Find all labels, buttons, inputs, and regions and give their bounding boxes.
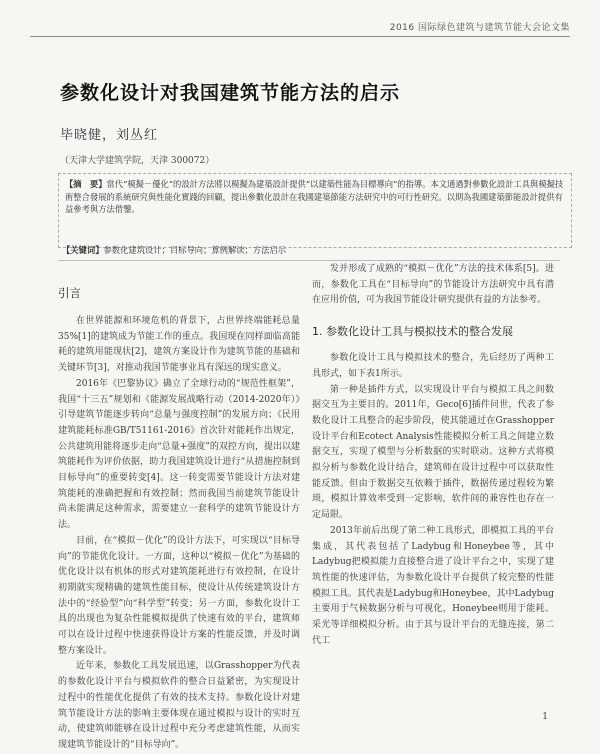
keywords bbox=[62, 244, 552, 256]
paragraph: 近年来，参数化工具发展迅速，以Grasshopper为代表的参数化设计平台与模拟软件的整合日益紧密，为实现设计过程中的性能优化提供了有效的技术支持。参数化设计对建筑节能设计方法的影响主要体现在通过模拟与设计的实时互动，使建筑师能够在设计过程中充分考虑建筑性能，从而实现建筑节能设计的“目标导向”。 bbox=[58, 661, 300, 750]
right-column bbox=[312, 262, 554, 649]
authors: 毕晓健，刘丛红 bbox=[60, 128, 159, 143]
keywords-label: 【关键词】 bbox=[62, 245, 104, 255]
paragraph: 发并形成了成熟的“模拟－优化”方法的技术体系[5]。进而，参数化工具在“目标导向”的节能设计方法研究中具有潜在应用价值，可为我国节能设计研究提供有益的方法参考。 bbox=[312, 264, 554, 306]
paragraph: 2013年前后出现了第二种工具形式，即模拟工具的平台集成，其代表包括了Ladybug和Honeybee等，其中Ladybug把模拟能力直接整合进了设计平台之中，实现了建筑性能的快速评估，为参数化设计平台提供了较完整的性能模拟工具。其代表是Ladybug和Honeybee，其中Ladybug主要用于气候数据分析与可视化，Honeybee则用于能耗、采光等详细模拟分析。由于其与设计平台的无缝连接，第二代工 bbox=[312, 525, 554, 646]
affiliation: （天津大学建筑学院，天津 300072） bbox=[60, 156, 215, 166]
separator-rule bbox=[58, 260, 560, 261]
paragraph: 第一种是插件方式，以实现设计平台与模拟工具之间数据交互为主要目的。2011年，Geco[6]插件问世，代表了参数化设计工具整合的起步阶段，使其能通过在Grasshopper设计平台和Ecotect Analysis性能模拟分析工具之间建立数据交互，实现了模型与分析数据的实时联动。这种方式将模拟分析与参数化设计结合，建筑师在设计过程中可以获取性能反馈。但由于数据交互依赖于插件，数据传递过程较为繁琐，模拟计算效率受到一定影响，软件间的兼容性也存在一定局限。 bbox=[312, 384, 554, 521]
page-number: 1 bbox=[542, 712, 548, 722]
keywords-text: 参数化建筑设计；目标导向；算例解读；方法启示 bbox=[103, 245, 287, 255]
section-heading-intro: 引言 bbox=[58, 286, 81, 300]
abstract-label: 【摘 要】 bbox=[65, 179, 107, 189]
left-column bbox=[58, 262, 300, 754]
paragraph: 参数化设计工具与模拟技术的整合，先后经历了两种工具形式，如下表1所示。 bbox=[312, 353, 554, 379]
paragraph: 目前，在“模拟－优化”的设计方法下，可实现以“目标导向”的节能优化设计。一方面，这种以“模拟－优化”为基础的优化设计以有机体的形式对建筑能耗进行有效控制，在设计初期就实现精确的建筑性能目标，使设计从传统建筑设计方法中的“经验型”向“科学型”转变；另一方面，参数化设计工具的出现也为复杂性能模拟提供了快速有效的平台，建筑师可以在设计过程中快速获得设计方案的性能反馈，并及时调整方案设计。 bbox=[58, 535, 300, 656]
paragraph: 在世界能源和环境危机的背景下，占世界终端能耗总量35%[1]的建筑成为节能工作的重点。我国现在同样面临高能耗的建筑用能现状[2]，建筑方案设计作为建筑节能的基础和关键环节[3]，对推动我国节能事业具有深远的现实意义。 bbox=[58, 316, 300, 374]
paragraph: 2016年《巴黎协议》确立了全球行动的“规范性框架”，我国“十三五”规划和《能源发展战略行动（2014-2020年）》引导建筑节能逐步转向“总量与强度控制”的发展方向；《民用建筑能耗标准GB/T51161-2016》首次针对能耗作出规定，公共建筑用能将逐步走向“总量+强度”的双控方向，提出以建筑能耗作为评价依据，助力我国建筑设计进行“从措施控制到目标导向”的重要转变[4]。这一转变需要节能设计方法对建筑能耗的准确把握和有效控制；然而我国当前建筑节能设计尚未能满足这种需求，需要建立一套科学的建筑节能设计方法。 bbox=[58, 378, 300, 531]
header-rule bbox=[30, 36, 570, 37]
running-header: 2016 国际绿色建筑与建筑节能大会论文集 bbox=[389, 23, 570, 33]
section-heading-1: 1. 参数化设计工具与模拟技术的整合发展 bbox=[312, 325, 513, 339]
paper-title: 参数化设计对我国建筑节能方法的启示 bbox=[60, 82, 401, 104]
abstract-box bbox=[58, 173, 572, 248]
abstract-text: 當代“模擬－優化”的設計方法將以模擬為建築設計提供“以建築性能為目標導向”的指導。本文通過對參數化設計工具與模擬技術整合發展的系統研究與性能化實踐的回顧，提出參數化設計在我國建築節能方法研究中的可行性研究。以期為我國建築節能設計提供有益參考與方法借鑒。 bbox=[65, 179, 564, 214]
